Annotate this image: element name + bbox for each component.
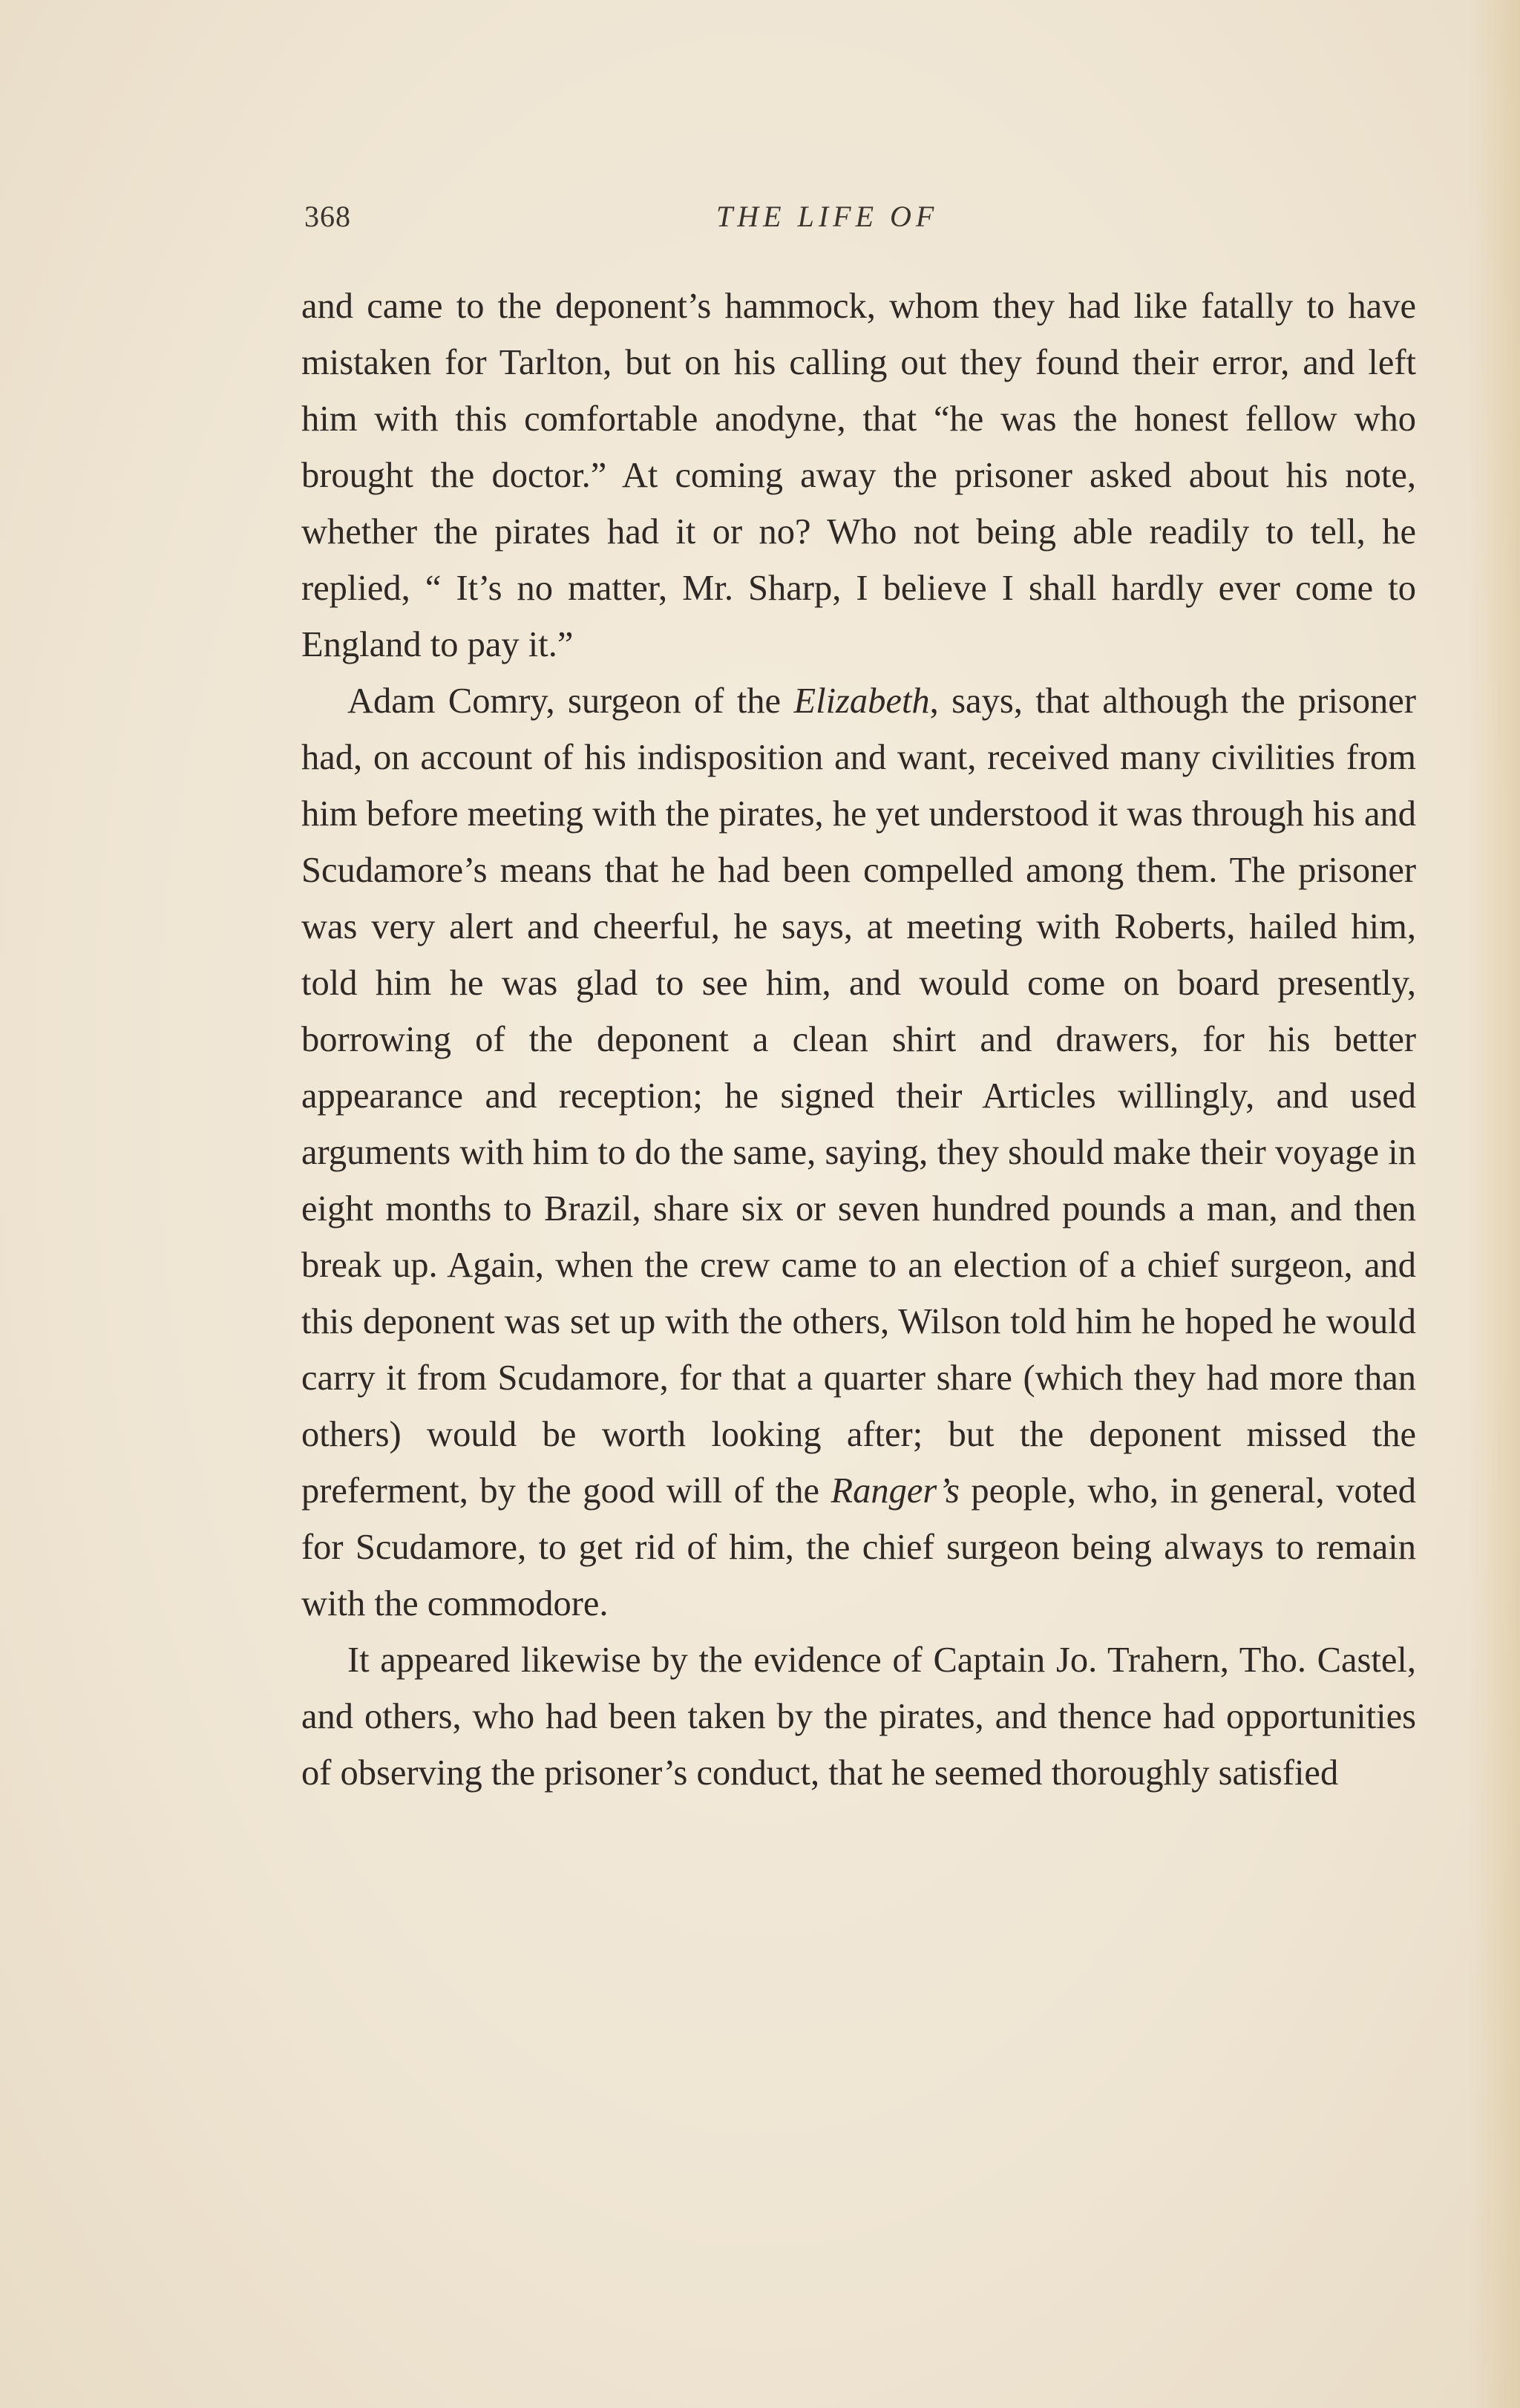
paragraph-3 — [301, 1632, 1416, 1802]
paragraph-2 — [301, 673, 1416, 1632]
paragraph-3-text: It appeared likewise by the evidence of Captain Jo. Trahern, Tho. Castel, and others, who had been taken by the pirates, and thence had opportunities of observing the prisoner’s conduct, that he seemed thoroughly satisfied — [301, 1640, 1416, 1793]
paragraph-2-text-a: Adam Comry, surgeon of the — [347, 681, 794, 721]
paragraph-2-text-b: , says, that although the prisoner had, on account of his indisposition and want, received many civilities from him before meeting with the pirates, he yet understood it was through his and Scudamore’s means that he had been compelled among them. The prisoner was very alert and cheerful, he says, at meeting with Roberts, hailed him, told him he was glad to see him, and would come on board presently, borrowing of the deponent a clean shirt and drawers, for his better appearance and reception; he signed their Articles willingly, and used arguments with him to do the same, saying, they should make their voyage in eight months to Brazil, share six or seven hundred pounds a man, and then break up. Again, when the crew came to an election of a chief surgeon, and this deponent was set up with the others, Wilson told him he hoped he would carry it from Scudamore, for that a quarter share (which they had more than others) would be worth looking after; but the deponent missed the preferment, by the good will of the — [301, 681, 1416, 1511]
page-number: 368 — [304, 200, 351, 233]
running-head: THE LIFE OF — [716, 200, 939, 233]
ship-name-ranger: Ranger’s — [831, 1471, 960, 1511]
body-text — [301, 278, 1416, 1802]
paragraph-1-text: and came to the deponent’s hammock, whom they had like fatally to have mistaken for Tarlton, but on his calling out they found their error, and left him with this comfortable anodyne, that “he was the honest fellow who brought the doctor.” At coming away the prisoner asked about his note, whether the pirates had it or no? Who not being able readily to tell, he replied, “ It’s no matter, Mr. Sharp, I believe I shall hardly ever come to England to pay it.” — [301, 287, 1416, 664]
ship-name-elizabeth: Elizabeth — [793, 681, 930, 721]
paragraph-1 — [301, 278, 1416, 673]
page-header — [304, 199, 1418, 243]
paragraph-2-text-c: people, who, in general, voted for Scudamore, to get rid of him, the chief surgeon being always to remain with the commodore. — [301, 1471, 1416, 1623]
page-edge-shadow — [1468, 0, 1520, 2408]
